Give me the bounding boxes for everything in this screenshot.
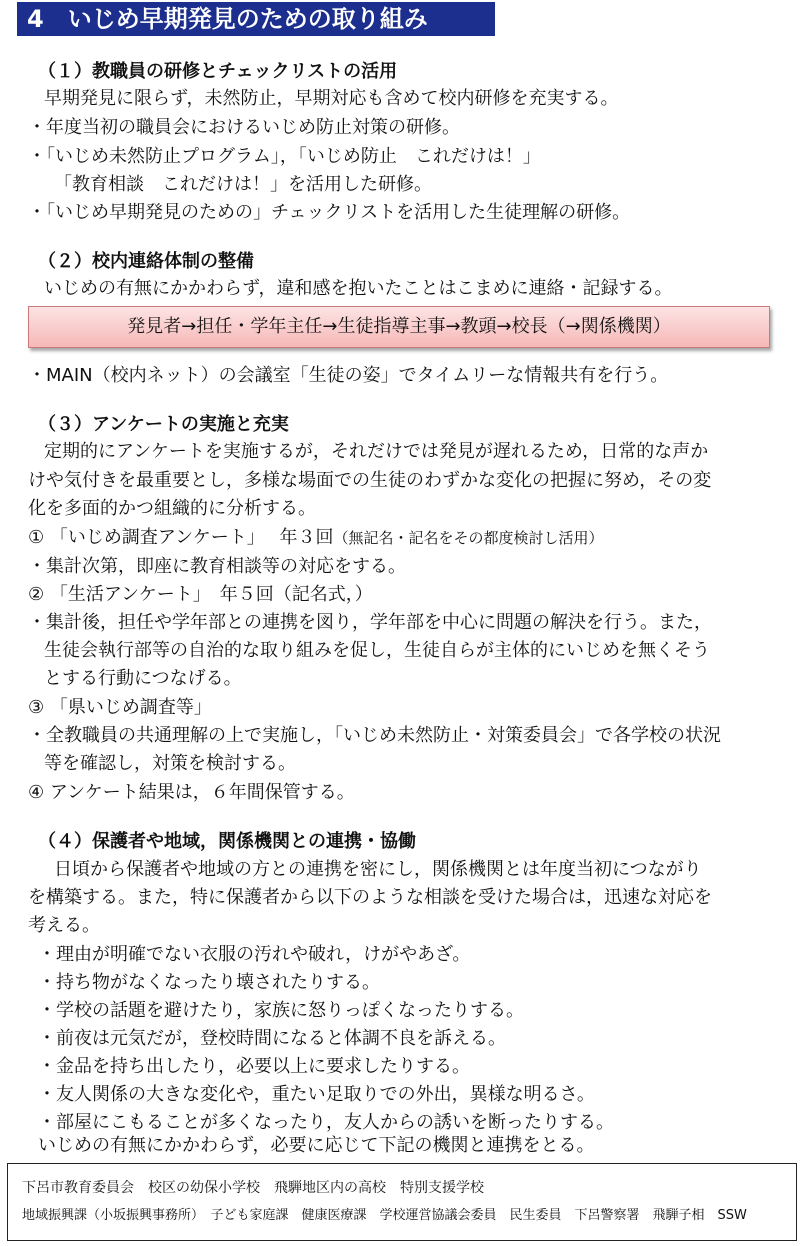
- section-4-closing: いじめの有無にかかわらず，必要に応じて下記の機関と連携をとる。: [38, 1135, 595, 1156]
- section-1-bullet-3: ・「いじめ早期発見のための」チェックリストを活用した生徒理解の研修。: [28, 202, 631, 223]
- survey-item-2-bullet-3: とする行動につなげる。: [44, 668, 242, 689]
- section-1-intro: 早期発見に限らず，未然防止，早期対応も含めて校内研修を充実する。: [44, 88, 619, 109]
- warning-sign-5: ・金品を持ち出したり，必要以上に要求したりする。: [38, 1056, 470, 1077]
- warning-sign-3: ・学校の話題を避けたり，家族に怒りっぽくなったりする。: [38, 1000, 524, 1021]
- survey-item-2-bullet-1: ・集計後，担任や学年部との連携を図り，学年部を中心に問題の解決を行う。また，: [28, 612, 712, 633]
- survey-item-3-bullet-2: 等を確認し，対策を検討する。: [44, 753, 296, 774]
- section-3-heading: （３）アンケートの実施と充実: [38, 414, 289, 435]
- section-1-bullet-1: ・年度当初の職員会におけるいじめ防止対策の研修。: [28, 117, 460, 138]
- page-title: 4 いじめ早期発見のための取り組み: [17, 2, 495, 36]
- warning-sign-2: ・持ち物がなくなったり壊されたりする。: [38, 972, 380, 993]
- survey-item-1-note: （無記名・記名をその都度検討し活用）: [333, 529, 604, 547]
- organizations-line-2: 地域振興課（小坂振興事務所） 子ども家庭課 健康医療課 学校運営協議会委員 民生委員 下呂警察署 飛騨子相 SSW: [22, 1208, 747, 1223]
- survey-item-1-bullet: ・集計次第，即座に教育相談等の対応をする。: [28, 556, 406, 577]
- survey-item-1: [28, 525, 604, 551]
- survey-item-4: ④ アンケート結果は，６年間保管する。: [28, 782, 355, 803]
- reporting-flow-box: 発見者→担任・学年主任→生徒指導主事→教頭→校長（→関係機関）: [28, 306, 770, 348]
- related-organizations-box: [7, 1163, 797, 1241]
- section-4-para-2: を構築する。また，特に保護者から以下のような相談を受けた場合は，迅速な対応を: [28, 887, 712, 908]
- section-2-bullet-1: ・MAIN（校内ネット）の会議室「生徒の姿」でタイムリーな情報共有を行う。: [28, 365, 669, 386]
- section-3-para-3: 化を多面的かつ組織的に分析する。: [28, 498, 316, 519]
- section-3-para-1: 定期的にアンケートを実施するが，それだけでは発見が遅れるため，日常的な声か: [44, 441, 709, 462]
- warning-sign-6: ・友人関係の大きな変化や，重たい足取りでの外出，異様な明るさ。: [38, 1084, 595, 1105]
- section-2-intro: いじめの有無にかかわらず，違和感を抱いたことはこまめに連絡・記録する。: [44, 278, 673, 299]
- section-4-heading: （４）保護者や地域，関係機関との連携・協働: [38, 831, 416, 852]
- section-4-para-3: 考える。: [28, 915, 100, 936]
- section-3-para-2: けや気付きを最重要とし，多様な場面での生徒のわずかな変化の把握に努め，その変: [28, 470, 712, 491]
- section-1-heading: （１）教職員の研修とチェックリストの活用: [38, 61, 398, 82]
- section-4-para-1: 日頃から保護者や地域の方との連携を密にし，関係機関とは年度当初につながり: [54, 859, 702, 880]
- survey-item-1-label: ① 「いじめ調査アンケート」 年３回: [28, 527, 334, 548]
- section-1-bullet-2a: ・「いじめ未然防止プログラム」，「いじめ防止 これだけは！」: [28, 146, 541, 167]
- survey-item-2-bullet-2: 生徒会執行部等の自治的な取り組みを促し，生徒自らが主体的にいじめを無くそう: [44, 640, 710, 661]
- warning-sign-7: ・部屋にこもることが多くなったり，友人からの誘いを断ったりする。: [38, 1112, 614, 1133]
- warning-sign-4: ・前夜は元気だが，登校時間になると体調不良を訴える。: [38, 1028, 506, 1049]
- survey-item-3: ③ 「県いじめ調査等」: [28, 697, 212, 718]
- section-2-heading: （２）校内連絡体制の整備: [38, 251, 254, 272]
- warning-sign-1: ・理由が明確でない衣服の汚れや破れ，けがやあざ。: [38, 944, 471, 965]
- survey-item-3-bullet-1: ・全教職員の共通理解の上で実施し，「いじめ未然防止・対策委員会」で各学校の状況: [28, 725, 721, 746]
- section-1-bullet-2b: 「教育相談 これだけは！」を活用した研修。: [54, 174, 432, 195]
- survey-item-2: ② 「生活アンケート」 年５回（記名式，）: [28, 584, 373, 605]
- organizations-line-1: 下呂市教育委員会 校区の幼保小学校 飛騨地区内の高校 特別支援学校: [22, 1180, 484, 1196]
